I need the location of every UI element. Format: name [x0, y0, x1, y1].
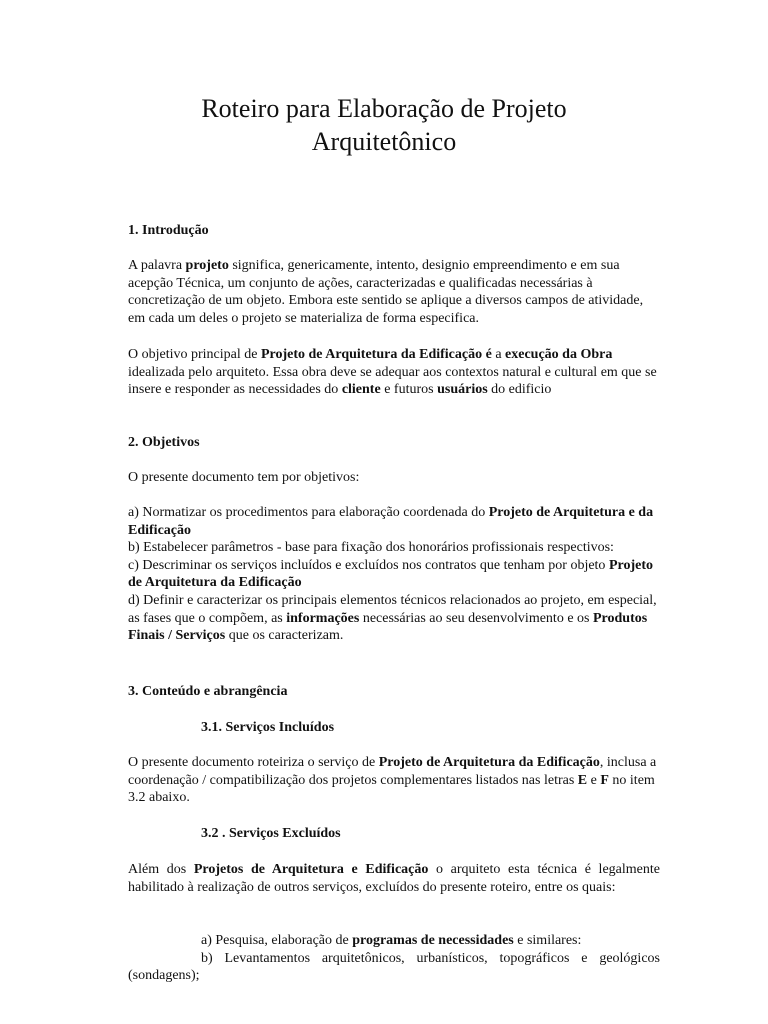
list-item: d) Definir e caracterizar os principais elementos técnicos relacionados ao projeto, em especial, as fases que o compõem, as informações necessárias ao seu desenvolvimento e os Produtos Finais / Serviços que os caracterizam.: [128, 592, 657, 644]
services-included-paragraph: O presente documento roteiriza o serviço de Projeto de Arquitetura da Edificação, inclusa a coordenação / compatibilização dos projetos complementares listados nas letras E e F no item 3.2 abaixo.: [128, 755, 657, 806]
document-title: [90, 92, 678, 158]
list-item: c) Descriminar os serviços incluídos e excluídos nos contratos que tenham por objeto Projeto de Arquitetura da Edificação: [128, 557, 653, 591]
intro-paragraph-1: A palavra projeto significa, genericamente, intento, designio empreendimento e em sua acepção Técnica, um conjunto de ações, caracterizadas e qualificadas necessárias à concretização de um objeto. Embora este sentido se aplique a diversos campos de atividade, em cada um deles o projeto se materializa de forma especifica.: [128, 258, 644, 326]
list-item: a) Pesquisa, elaboração de programas de necessidades e similares:: [201, 933, 582, 948]
objectives-list: [128, 504, 658, 645]
title-line-1: Roteiro para Elaboração de Projeto: [201, 94, 567, 123]
section-1-heading: 1. Introdução: [128, 223, 209, 238]
list-item: b) Estabelecer parâmetros - base para fixação dos honorários profissionais respectivos:: [128, 540, 614, 556]
list-item: b) Levantamentos arquitetônicos, urbanísticos, topográficos e geológicos (sondagens);: [128, 950, 660, 984]
section-3-heading: 3. Conteúdo e abrangência: [128, 684, 288, 699]
subsection-3-1-heading: 3.1. Serviços Incluídos: [201, 720, 335, 735]
services-excluded-paragraph: Além dos Projetos de Arquitetura e Edificação o arquiteto esta técnica é legalmente habilitado à realização de outros serviços, excluídos do presente roteiro, entre os quais:: [128, 862, 660, 895]
section-2-heading: 2. Objetivos: [128, 435, 200, 450]
title-line-2: Arquitetônico: [311, 127, 457, 156]
list-item: a) Normatizar os procedimentos para elaboração coordenada do Projeto de Arquitetura e da Edificação: [128, 505, 654, 538]
objectives-intro: O presente documento tem por objetivos:: [128, 470, 360, 485]
excluded-services-list: [128, 932, 660, 985]
intro-paragraph-2: O objetivo principal de Projeto de Arquitetura da Edificação é a execução da Obra idealizada pelo arquiteto. Essa obra deve se adequar aos contextos natural e cultural em que se insere e responder as necessidades do cliente e futuros usuários do edificio: [128, 347, 657, 398]
subsection-3-2-heading: 3.2 . Serviços Excluídos: [201, 826, 341, 841]
